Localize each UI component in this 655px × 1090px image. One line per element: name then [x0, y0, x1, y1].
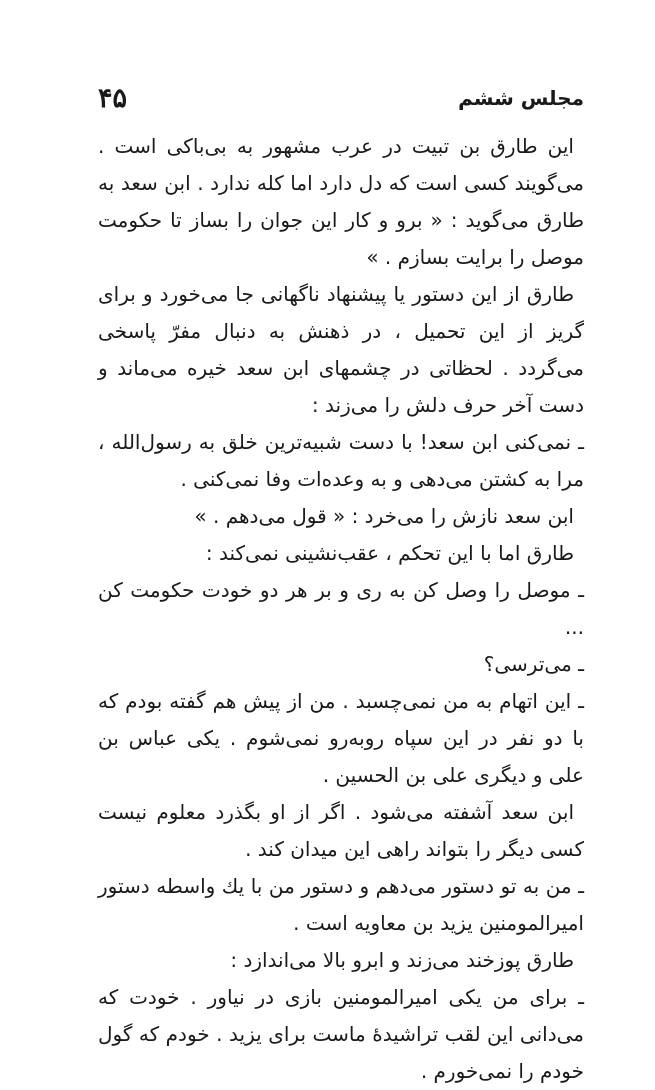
paragraph: این طارق بن تبیت در عرب مشهور به بی‌باکی است . می‌گویند کسی است که دل دارد اما کله ندارد . ابن سعد به طارق می‌گوید : « برو و کار این جوان را بساز تا حکومت موصل را برایت بسازم . »: [98, 134, 584, 269]
dialogue-line: ـ من به تو دستور می‌دهم و دستور من با یك واسطه دستور امیرالمومنین یزید بن معاویه است .: [98, 874, 584, 935]
body-text: [98, 128, 584, 1090]
paragraph: طارق اما با این تحکم ، عقب‌نشینی نمی‌کند :: [205, 541, 574, 565]
page-number: ۴۵: [98, 82, 128, 114]
page-header: [98, 78, 584, 118]
dialogue-line: ـ برای من یکی امیرالمومنین بازی در نیاور . خودت که می‌دانی این لقب تراشیدهٔ ماست برای یزید . خودم که گول خودم را نمی‌خورم .: [98, 985, 584, 1083]
paragraph: طارق از این دستور یا پیشنهاد ناگهانی جا می‌خورد و برای گریز از این تحمیل ، در ذهنش به دنبال مفرّ پاسخی می‌گردد . لحظاتی در چشمهای ابن سعد خیره می‌ماند و دست آخر حرف دلش را می‌زند :: [98, 282, 584, 417]
dialogue-line: ـ موصل را وصل کن به ری و بر هر دو خودت حکومت کن ...: [98, 578, 584, 639]
paragraph: طارق پوزخند می‌زند و ابرو بالا می‌اندازد :: [230, 948, 574, 972]
paragraph: ابن سعد نازش را می‌خرد : « قول می‌دهم . »: [194, 504, 574, 528]
dialogue-line: ـ می‌ترسی؟: [483, 652, 584, 676]
paragraph: ابن سعد آشفته می‌شود . اگر از او بگذرد معلوم نیست کسی دیگر را بتواند راهی این میدان کند .: [98, 800, 584, 861]
chapter-title: مجلس ششم: [458, 86, 584, 110]
dialogue-line: ـ نمی‌کنی ابن سعد! با دست شبیه‌ترین خلق به رسول‌الله ، مرا به کشتن می‌دهی و به وعده‌ات وفا نمی‌کنی .: [98, 430, 584, 491]
dialogue-line: ـ این اتهام به من نمی‌چسبد . من از پیش هم گفته بودم که با دو نفر در این سپاه روبه‌رو نمی‌شوم . یکی عباس بن علی و دیگری علی بن الحسین .: [98, 689, 584, 787]
